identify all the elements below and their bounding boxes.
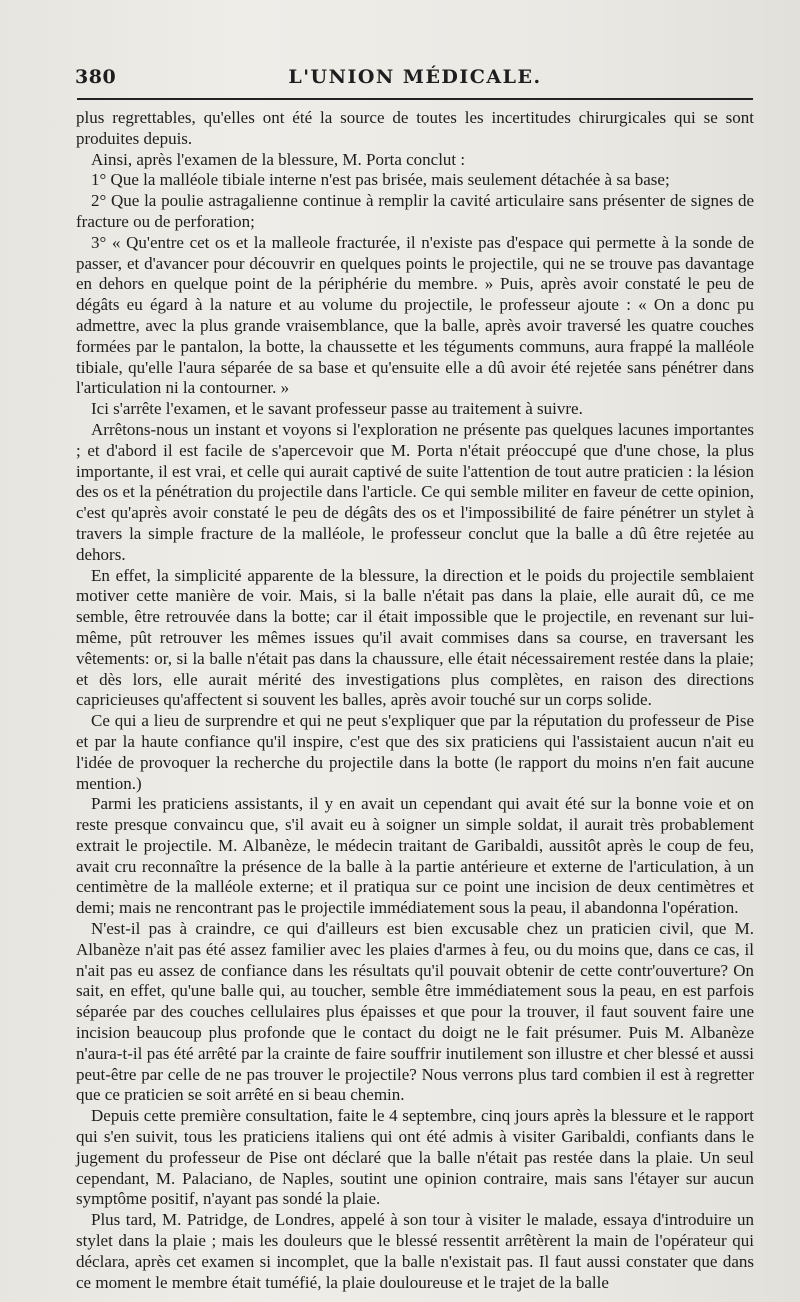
header-rule (77, 98, 753, 100)
paragraph: Parmi les praticiens assistants, il y en avait un cependant qui avait été sur la bonne voie et on reste presque convaincu que, s'il avait eu à soigner un simple soldat, il aurait très probablement extrait le projectile. M. Albanèze, le médecin traitant de Garibaldi, aussitôt après le coup de feu, avait cru reconnaître la présence de la balle à la partie antérieure et externe de l'articulation, à un centimètre de la malléole externe; et il pratiqua sur ce point une incision de deux centimètres et demi; mais ne rencontrant pas le projectile immédiatement sous la peau, il abandonna l'opération. (76, 794, 754, 918)
paragraph: 3° « Qu'entre cet os et la malleole fracturée, il n'existe pas d'espace qui permette à la sonde de passer, et d'avancer pour découvrir en quelques points le projectile, qui ne se trouve pas davantage en dehors en quelque point de la périphérie du membre. » Puis, après avoir constaté le peu de dégâts eu égard à la nature et au volume du projectile, le professeur ajoute : « On a donc pu admettre, avec la plus grande vraisemblance, que la balle, après avoir traversé les quatre couches formées par le pantalon, la botte, la chaussette et les téguments communs, aura frappé la malléole tibiale, qu'elle l'aura séparée de sa base et qu'ensuite elle a dû avoir été rejetée sans pénétrer dans l'articulation ni la contourner. » (76, 232, 754, 398)
paragraph: Ici s'arrête l'examen, et le savant professeur passe au traitement à suivre. (91, 399, 583, 419)
paragraph: Depuis cette première consultation, faite le 4 septembre, cinq jours après la blessure et le rapport qui s'en suivit, tous les praticiens italiens qui ont été admis à visiter Garibaldi, confiants dans le jugement du professeur de Pise ont déclaré que la balle n'était pas restée dans la plaie. Un seul cependant, M. Palaciano, de Naples, soutint une opinion contraire, mais sans l'étayer sur aucun symptôme positif, n'ayant pas sondé la plaie. (76, 1106, 754, 1209)
journal-title: L'UNION MÉDICALE. (288, 66, 542, 88)
paragraph: Ainsi, après l'examen de la blessure, M. Porta conclut : (91, 149, 466, 169)
paragraph: Plus tard, M. Patridge, de Londres, appelé à son tour à visiter le malade, essaya d'introduire un stylet dans la plaie ; mais les douleurs que le blessé ressentit arrêtèrent la main de l'opérateur qui déclara, après cet examen si incomplet, que la balle n'existait pas. Il faut aussi constater que dans ce moment le membre était tuméfié, la plaie douloureuse et le trajet de la balle (76, 1210, 754, 1292)
paragraph: N'est-il pas à craindre, ce qui d'ailleurs est bien excusable chez un praticien civil, que M. Albanèze n'ait pas été assez familier avec les plaies d'armes à feu, ou du moins que, dans ce cas, il n'ait pas eu assez de confiance dans les résultats qu'il pouvait obtenir de cette contr'ouverture? On sait, en effet, qu'une balle qui, au toucher, semble être immédiatement sous la peau, en est parfois séparée par des couches cellulaires plus épaisses et que pour la trouver, il faut souvent faire une incision beaucoup plus profonde que le contact du doigt ne le fait présumer. Puis M. Albanèze n'aura-t-il pas été arrêté par la crainte de faire souffrir inutilement son illustre et cher blessé et aussi peut-être par celle de ne pas trouver le projectile? Nous verrons plus tard combien il est à regretter que ce praticien se soit arrêté en si beau chemin. (76, 919, 754, 1105)
paragraph: En effet, la simplicité apparente de la blessure, la direction et le poids du projectile semblaient motiver cette manière de voir. Mais, si la balle n'était pas dans la plaie, elle aurait dû, ce me semble, être retrouvée dans la botte; car il était impossible que le projectile, en revenant sur lui-même, pût retrouver les mêmes issues qu'il avait commises dans sa course, en traversant les vêtements: or, si la balle n'était pas dans la chaussure, elle était nécessairement restée dans la plaie; et dès lors, elle aurait mérité des investigations plus complètes, en raison des directions capricieuses qu'affectent si souvent les balles, après avoir touché sur un corps solide. (76, 565, 754, 710)
paragraph: plus regrettables, qu'elles ont été la source de toutes les incertitudes chirurgicales qui se sont produites depuis. (76, 108, 754, 148)
paragraph: 1° Que la malléole tibiale interne n'est pas brisée, mais seulement détachée à sa base; (91, 170, 670, 190)
page-number: 380 (75, 66, 117, 88)
paragraph: Ce qui a lieu de surprendre et qui ne peut s'expliquer que par la réputation du professeur de Pise et par la haute confiance qu'il inspire, c'est que des six praticiens qui l'assistaient aucun n'ait eu l'idée de provoquer la recherche du projectile dans la botte (le rapport du moins n'en fait aucune mention.) (76, 711, 754, 793)
article-body (76, 108, 754, 1293)
paragraph: 2° Que la poulie astragalienne continue à remplir la cavité articulaire sans présenter de signes de fracture ou de perforation; (76, 191, 754, 231)
paragraph: Arrêtons-nous un instant et voyons si l'exploration ne présente pas quelques lacunes importantes ; et d'abord il est facile de s'apercevoir que M. Porta n'était préoccupé que d'une chose, la plus importante, il est vrai, et celle qui aurait captivé de suite l'attention de tout autre praticien : la lésion des os et la pénétration du projectile dans l'article. Ce qui semble militer en faveur de cette opinion, c'est qu'après avoir constaté le peu de dégâts des os et l'impossibilité de faire pénétrer un stylet à travers la simple fracture de la malléole, le professeur conclut que la balle a dû être rejetée au dehors. (76, 419, 754, 564)
running-header (75, 60, 755, 94)
